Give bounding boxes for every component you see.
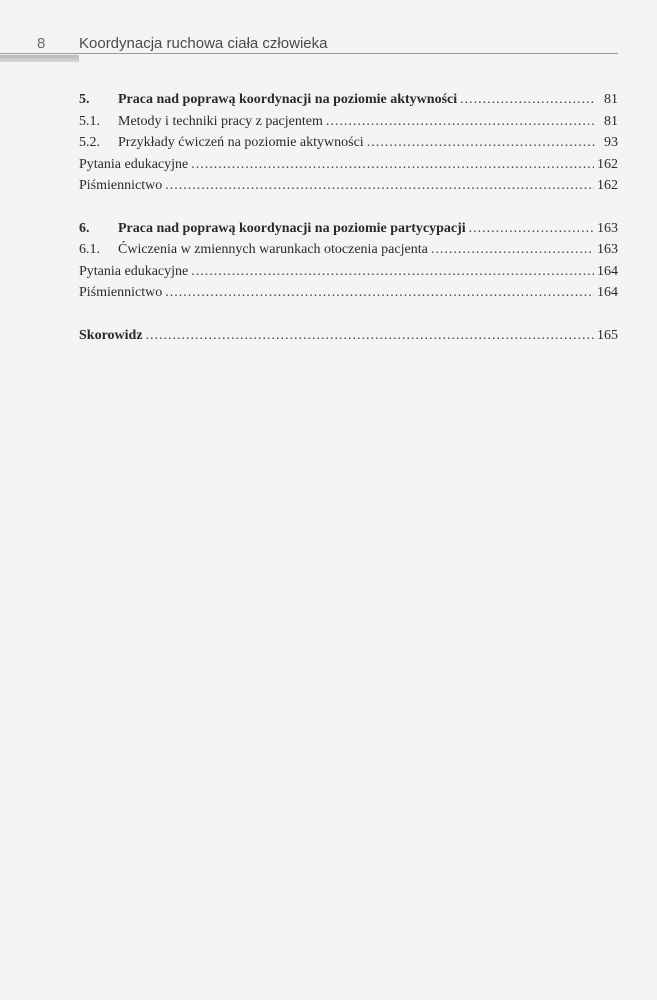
toc-title: Przykłady ćwiczeń na poziomie aktywności [118, 135, 364, 150]
toc-number: 5.1. [79, 113, 100, 129]
toc-index [79, 328, 618, 350]
toc-leader [431, 242, 594, 258]
toc-number: 5.2. [79, 135, 100, 150]
toc-page: 93 [604, 135, 618, 150]
toc-leader [165, 178, 594, 194]
running-title: Koordynacja ruchowa ciała człowieka [79, 35, 328, 52]
toc-page: 163 [597, 220, 618, 236]
toc-title: Metody i techniki pracy z pacjentem [118, 113, 323, 129]
section-gap [79, 200, 618, 221]
toc-entry-references-6 [79, 285, 618, 307]
toc-leader [191, 264, 594, 280]
toc-page: 81 [604, 113, 618, 129]
toc-chapter-6 [79, 221, 618, 243]
header-rule [0, 53, 618, 54]
header-rule-accent [0, 55, 79, 62]
toc-title: Pytania edukacyjne [79, 263, 189, 279]
toc-leader [191, 157, 594, 173]
toc-page: 164 [597, 263, 618, 279]
toc-title: Pytania edukacyjne [79, 156, 189, 172]
toc-page: 81 [604, 92, 618, 107]
toc-entry-5-1 [79, 114, 618, 136]
page-number: 8 [37, 35, 46, 52]
toc-page: 164 [597, 285, 618, 300]
table-of-contents [79, 92, 618, 349]
toc-entry-6-1 [79, 242, 618, 264]
running-header [0, 34, 657, 64]
toc-leader [326, 114, 595, 130]
toc-leader [469, 221, 594, 237]
toc-leader [165, 285, 594, 301]
toc-title: Piśmiennictwo [79, 285, 163, 300]
toc-title: Praca nad poprawą koordynacji na poziomie aktywności [118, 92, 458, 107]
toc-entry-5-2 [79, 135, 618, 157]
toc-leader [460, 92, 595, 108]
toc-number: 6. [79, 220, 90, 236]
section-gap [79, 307, 618, 328]
toc-leader [146, 328, 594, 344]
toc-chapter-5 [79, 92, 618, 114]
toc-title: Ćwiczenia w zmiennych warunkach otoczenia pacjenta [118, 242, 428, 257]
toc-entry-questions-5 [79, 157, 618, 179]
toc-title: Praca nad poprawą koordynacji na poziomie partycypacji [118, 220, 466, 236]
toc-page: 163 [597, 242, 618, 257]
toc-title: Piśmiennictwo [79, 178, 163, 193]
toc-page: 165 [597, 327, 618, 343]
toc-entry-questions-6 [79, 264, 618, 286]
toc-number: 6.1. [79, 242, 100, 257]
toc-leader [367, 135, 595, 151]
toc-number: 5. [79, 92, 90, 107]
toc-page: 162 [597, 156, 618, 172]
toc-entry-references-5 [79, 178, 618, 200]
toc-title: Skorowidz [79, 327, 143, 343]
toc-page: 162 [597, 178, 618, 193]
